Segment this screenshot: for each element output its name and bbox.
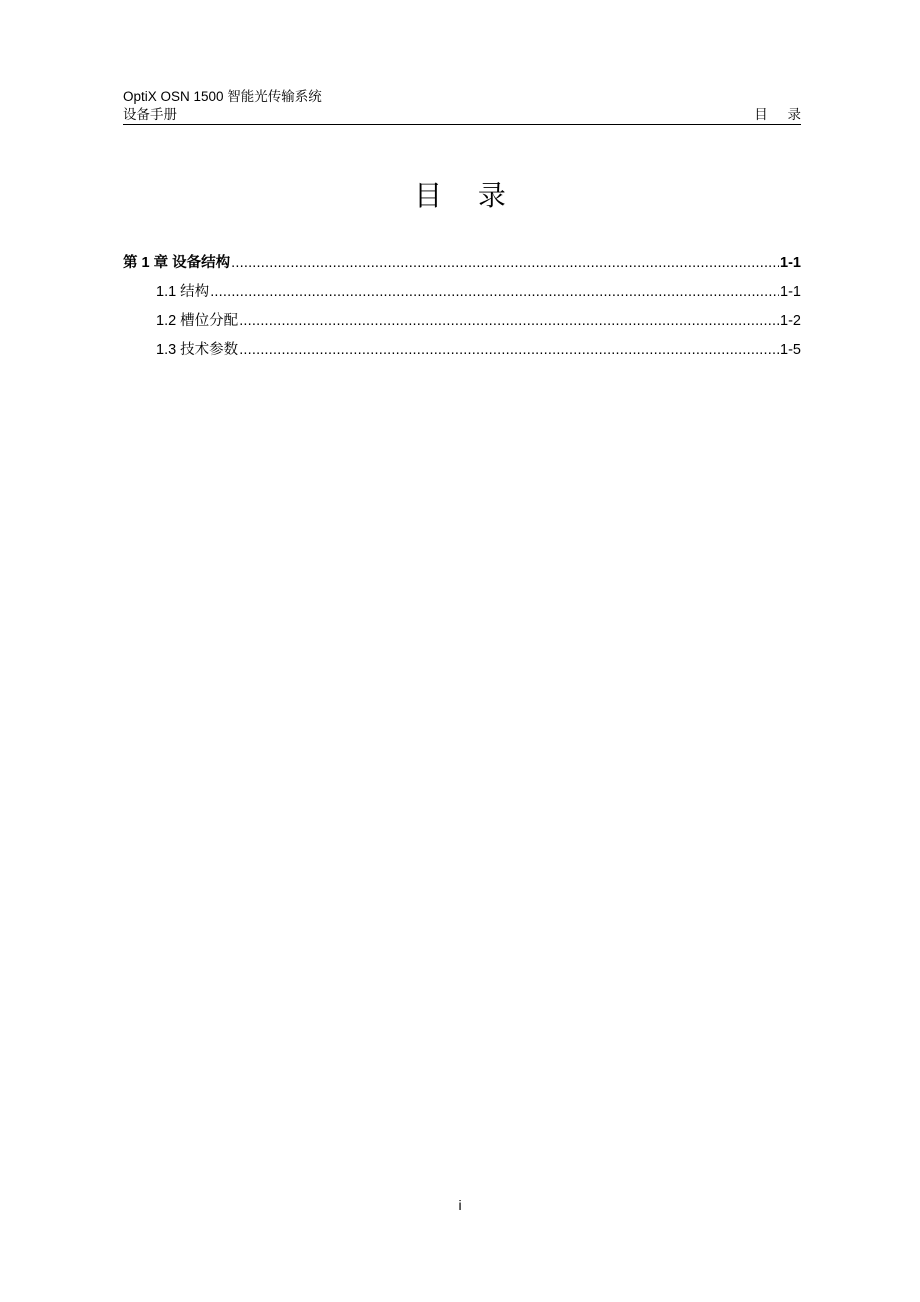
toc-entry-text: 1.2 槽位分配 bbox=[156, 313, 239, 329]
toc-entry-page: 1-5 bbox=[780, 342, 801, 358]
toc-entry-chapter-1[interactable] bbox=[123, 253, 801, 282]
toc-entry-section-1-3[interactable] bbox=[123, 340, 801, 369]
toc-dot-leader bbox=[239, 340, 779, 360]
page-header bbox=[123, 88, 809, 124]
header-product-title: OptiX OSN 1500 智能光传输系统 bbox=[123, 89, 322, 104]
header-divider bbox=[123, 124, 801, 125]
header-manual-name: 设备手册 bbox=[123, 107, 177, 122]
header-section-name: 目 录 bbox=[754, 107, 809, 122]
toc-dot-leader bbox=[210, 282, 779, 302]
header-second-line bbox=[123, 106, 809, 124]
toc-entry-section-1-1[interactable] bbox=[123, 282, 801, 311]
toc-entry-text: 第 1 章 设备结构 bbox=[123, 255, 231, 271]
toc-dot-leader bbox=[239, 311, 779, 331]
page-title: 目 录 bbox=[414, 180, 520, 211]
page-number: i bbox=[458, 1197, 462, 1213]
toc-entry-page: 1-1 bbox=[780, 255, 801, 271]
toc-dot-leader bbox=[231, 253, 779, 273]
toc-entry-text: 1.3 技术参数 bbox=[156, 342, 239, 358]
toc-entry-text: 1.1 结构 bbox=[156, 284, 210, 300]
toc-entry-page: 1-2 bbox=[780, 313, 801, 329]
table-of-contents bbox=[123, 253, 801, 369]
toc-entry-section-1-2[interactable] bbox=[123, 311, 801, 340]
toc-entry-page: 1-1 bbox=[780, 284, 801, 300]
